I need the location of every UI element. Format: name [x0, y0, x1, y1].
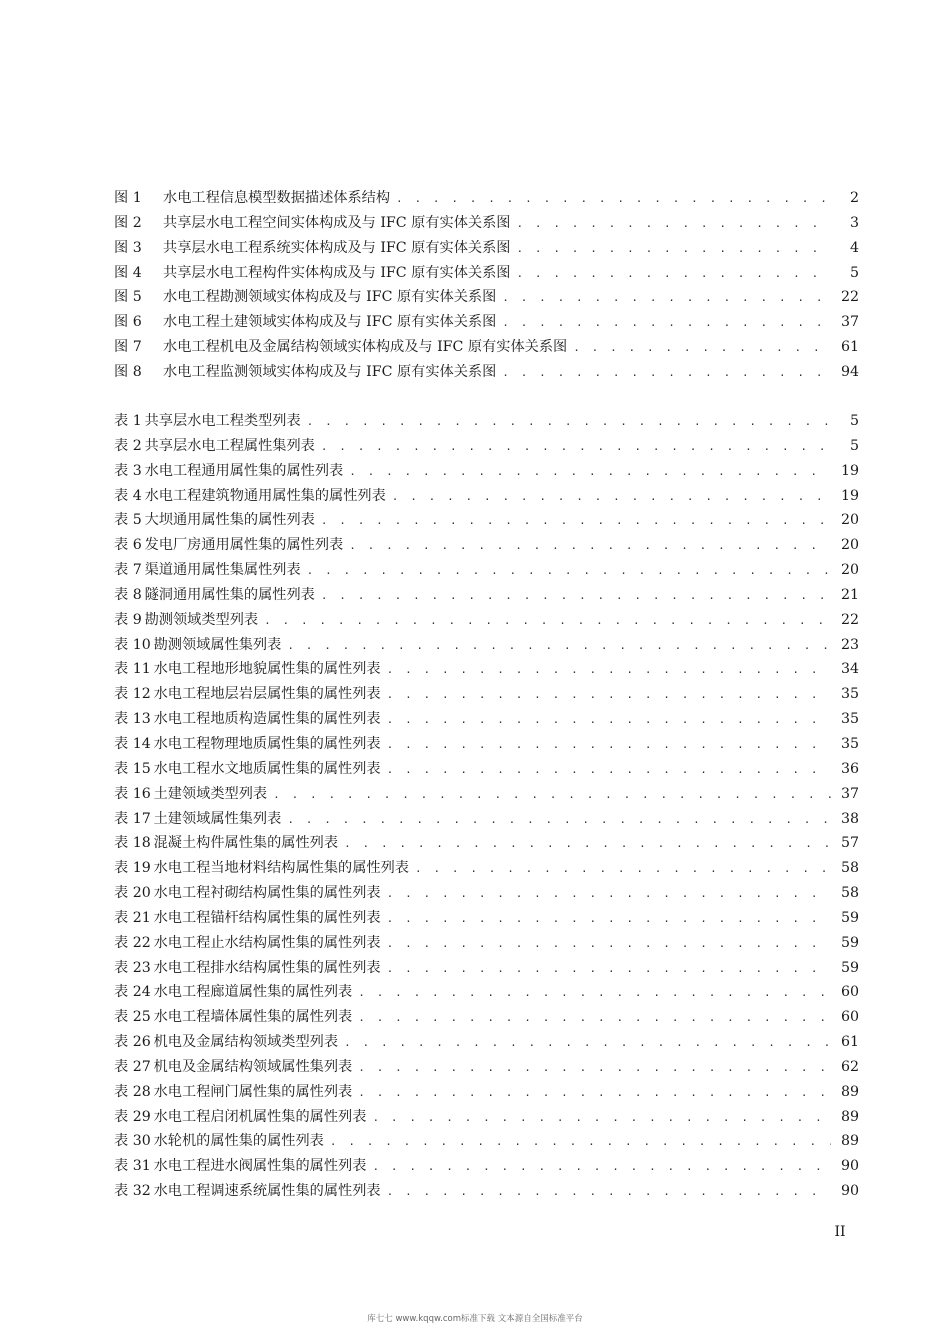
table-page: 59 [840, 934, 859, 951]
table-title: 水电工程物理地质属性集的属性列表 [153, 735, 381, 752]
figure-title: 水电工程土建领域实体构成及与 IFC 原有实体关系图 [163, 314, 497, 331]
dot-leader [307, 410, 831, 435]
dot-leader [273, 783, 831, 808]
table-title: 勘测领域类型列表 [144, 611, 259, 628]
table-title: 水电工程当地材料结构属性集的属性列表 [153, 860, 409, 877]
table-title: 土建领域类型列表 [153, 785, 268, 802]
table-page: 60 [840, 1009, 859, 1026]
table-label: 表 15 [114, 760, 151, 777]
table-title: 水电工程启闭机属性集的属性列表 [153, 1108, 367, 1125]
dot-leader [358, 981, 831, 1006]
figure-label: 图 8 [114, 363, 142, 380]
table-title: 水电工程廊道属性集的属性列表 [153, 984, 353, 1001]
dot-leader [392, 485, 831, 510]
figure-title: 水电工程监测领域实体构成及与 IFC 原有实体关系图 [163, 363, 497, 380]
table-page: 61 [840, 1034, 859, 1051]
figure-page: 37 [840, 314, 859, 331]
table-page: 35 [840, 711, 859, 728]
figure-page: 2 [849, 190, 859, 206]
table-entry[interactable] [114, 533, 859, 558]
figure-entry[interactable] [114, 285, 859, 310]
table-entry[interactable] [114, 682, 859, 707]
figure-title: 水电工程机电及金属结构领域实体构成及与 IFC 原有实体关系图 [163, 339, 568, 356]
table-label: 表 31 [114, 1158, 151, 1175]
table-title: 水电工程止水结构属性集的属性列表 [153, 934, 381, 951]
figure-title: 共享层水电工程构件实体构成及与 IFC 原有实体关系图 [163, 264, 511, 281]
dot-leader [358, 1006, 831, 1031]
table-entry[interactable] [114, 757, 859, 782]
table-label: 表 22 [114, 934, 151, 951]
table-title: 水电工程建筑物通用属性集的属性列表 [144, 487, 386, 504]
dot-leader [516, 262, 831, 287]
table-page: 37 [840, 785, 859, 802]
table-page: 23 [840, 636, 859, 653]
table-title: 共享层水电工程类型列表 [144, 413, 301, 429]
table-entry[interactable] [114, 931, 859, 956]
table-entry[interactable] [114, 732, 859, 757]
table-title: 土建领域属性集列表 [153, 810, 282, 827]
dot-leader [387, 683, 831, 708]
table-title: 水电工程地层岩层属性集的属性列表 [153, 686, 381, 703]
table-title: 渠道通用属性集属性列表 [144, 562, 301, 579]
table-entry[interactable] [114, 633, 859, 658]
table-label: 表 32 [114, 1183, 151, 1200]
dot-leader [502, 311, 831, 336]
table-page: 59 [840, 959, 859, 976]
table-title: 水轮机的属性集的属性列表 [153, 1133, 324, 1150]
table-entry[interactable] [114, 459, 859, 484]
figure-page: 94 [840, 363, 859, 380]
table-title: 水电工程地质构造属性集的属性列表 [153, 711, 381, 728]
table-page: 58 [840, 885, 859, 902]
figure-entry[interactable] [114, 335, 859, 360]
table-page: 19 [840, 462, 859, 479]
dot-leader [372, 1155, 831, 1180]
table-label: 表 11 [114, 661, 151, 678]
table-title: 水电工程水文地质属性集的属性列表 [153, 760, 381, 777]
dot-leader [396, 187, 831, 212]
table-entry[interactable] [114, 1179, 859, 1204]
table-label: 表 4 [114, 487, 142, 504]
table-entry[interactable] [114, 856, 859, 881]
table-label: 表 17 [114, 810, 151, 827]
table-title: 水电工程闸门属性集的属性列表 [153, 1083, 353, 1100]
table-label: 表 7 [114, 562, 142, 579]
table-title: 隧洞通用属性集的属性列表 [144, 586, 315, 603]
figure-label: 图 7 [114, 339, 142, 356]
table-page: 57 [840, 835, 859, 852]
table-entry[interactable] [114, 707, 859, 732]
table-entry[interactable] [114, 1129, 859, 1154]
figure-entry[interactable] [114, 360, 859, 385]
table-title: 大坝通用属性集的属性列表 [144, 512, 315, 529]
figure-label: 图 4 [114, 264, 142, 281]
table-title: 共享层水电工程属性集列表 [144, 437, 315, 454]
table-list [114, 409, 859, 1204]
table-entry[interactable] [114, 782, 859, 807]
table-entry[interactable] [114, 558, 859, 583]
table-page: 35 [840, 735, 859, 752]
table-title: 水电工程衬砌结构属性集的属性列表 [153, 885, 381, 902]
table-label: 表 12 [114, 686, 151, 703]
figure-title: 水电工程信息模型数据描述体系结构 [163, 190, 391, 206]
figure-page: 61 [840, 339, 859, 356]
dot-leader [321, 584, 831, 609]
table-label: 表 9 [114, 611, 142, 628]
table-page: 89 [840, 1108, 859, 1125]
dot-leader [387, 957, 831, 982]
table-page: 38 [840, 810, 859, 827]
table-page: 20 [840, 562, 859, 579]
table-entry[interactable] [114, 1005, 859, 1030]
table-title: 混凝土构件属性集的属性列表 [153, 835, 339, 852]
table-page: 34 [840, 661, 859, 678]
figure-entry[interactable] [114, 211, 859, 236]
table-page: 89 [840, 1083, 859, 1100]
dot-leader [358, 1081, 831, 1106]
figure-title: 水电工程勘测领域实体构成及与 IFC 原有实体关系图 [163, 289, 497, 306]
figure-page: 5 [849, 264, 859, 281]
figure-label: 图 3 [114, 239, 142, 256]
table-page: 58 [840, 860, 859, 877]
figure-page: 3 [849, 214, 859, 231]
figure-entry[interactable] [114, 236, 859, 261]
table-title: 勘测领域属性集列表 [153, 636, 282, 653]
table-title: 水电工程墙体属性集的属性列表 [153, 1009, 353, 1026]
dot-leader [287, 634, 831, 659]
table-label: 表 14 [114, 735, 151, 752]
dot-leader [287, 808, 831, 833]
dot-leader [264, 609, 831, 634]
dot-leader [387, 932, 831, 957]
dot-leader [387, 708, 831, 733]
figure-label: 图 5 [114, 289, 142, 306]
dot-leader [321, 509, 831, 534]
table-page: 60 [840, 984, 859, 1001]
table-label: 表 16 [114, 785, 151, 802]
table-entry[interactable] [114, 608, 859, 633]
dot-leader [516, 237, 831, 262]
table-label: 表 27 [114, 1058, 151, 1075]
table-label: 表 30 [114, 1133, 151, 1150]
table-page: 59 [840, 909, 859, 926]
dot-leader [387, 733, 831, 758]
table-entry[interactable] [114, 1080, 859, 1105]
dot-leader [344, 1031, 831, 1056]
table-entry[interactable] [114, 434, 859, 459]
table-entry[interactable] [114, 956, 859, 981]
dot-leader [330, 1130, 831, 1155]
table-entry[interactable] [114, 409, 859, 434]
figure-page: 22 [840, 289, 859, 306]
figure-label: 图 6 [114, 314, 142, 331]
footer-source-text: 库七七 www.kqqw.com标准下载 文本源自全国标准平台 [367, 1314, 583, 1324]
table-page: 89 [840, 1133, 859, 1150]
table-page: 20 [840, 537, 859, 554]
table-entry[interactable] [114, 807, 859, 832]
table-label: 表 28 [114, 1083, 151, 1100]
table-label: 表 5 [114, 512, 142, 529]
table-entry[interactable] [114, 1030, 859, 1055]
table-label: 表 26 [114, 1034, 151, 1051]
table-entry[interactable] [114, 1105, 859, 1130]
table-page: 35 [840, 686, 859, 703]
figure-title: 共享层水电工程空间实体构成及与 IFC 原有实体关系图 [163, 214, 511, 231]
table-entry[interactable] [114, 657, 859, 682]
table-label: 表 8 [114, 586, 142, 603]
dot-leader [349, 460, 831, 485]
figure-title: 共享层水电工程系统实体构成及与 IFC 原有实体关系图 [163, 239, 511, 256]
table-label: 表 18 [114, 835, 151, 852]
table-page: 22 [840, 611, 859, 628]
table-label: 表 10 [114, 636, 151, 653]
table-page: 5 [849, 437, 859, 454]
table-entry[interactable] [114, 980, 859, 1005]
dot-leader [516, 212, 831, 237]
table-title: 水电工程通用属性集的属性列表 [144, 462, 344, 479]
dot-leader [387, 658, 831, 683]
table-label: 表 19 [114, 860, 151, 877]
table-label: 表 13 [114, 711, 151, 728]
table-label: 表 21 [114, 909, 151, 926]
table-page: 90 [840, 1183, 859, 1200]
dot-leader [321, 435, 831, 460]
table-entry[interactable] [114, 1055, 859, 1080]
figure-list [114, 186, 859, 385]
table-label: 表 20 [114, 885, 151, 902]
table-page: 20 [840, 512, 859, 529]
table-label: 表 2 [114, 437, 142, 454]
dot-leader [502, 286, 831, 311]
dot-leader [573, 336, 831, 361]
table-title: 机电及金属结构领域类型列表 [153, 1034, 339, 1051]
table-title: 发电厂房通用属性集的属性列表 [144, 537, 344, 554]
figure-entry[interactable] [114, 310, 859, 335]
table-entry[interactable] [114, 484, 859, 509]
figure-entry[interactable] [114, 261, 859, 286]
dot-leader [372, 1106, 831, 1131]
dot-leader [387, 758, 831, 783]
dot-leader [349, 534, 831, 559]
dot-leader [415, 857, 831, 882]
table-label: 表 1 [114, 413, 142, 429]
dot-leader [358, 1056, 831, 1081]
table-entry[interactable] [114, 1154, 859, 1179]
dot-leader [387, 907, 831, 932]
table-page: 36 [840, 760, 859, 777]
table-label: 表 24 [114, 984, 151, 1001]
table-page: 5 [849, 413, 859, 429]
table-page: 90 [840, 1158, 859, 1175]
table-label: 表 23 [114, 959, 151, 976]
table-entry[interactable] [114, 831, 859, 856]
table-label: 表 3 [114, 462, 142, 479]
table-entry[interactable] [114, 906, 859, 931]
figure-page: 4 [849, 239, 859, 256]
figure-entry[interactable] [114, 186, 859, 211]
table-title: 水电工程调速系统属性集的属性列表 [153, 1183, 381, 1200]
dot-leader [387, 882, 831, 907]
table-label: 表 29 [114, 1108, 151, 1125]
table-page: 62 [840, 1058, 859, 1075]
dot-leader [387, 1180, 831, 1205]
table-label: 表 6 [114, 537, 142, 554]
page-number: II [834, 1224, 846, 1240]
dot-leader [502, 361, 831, 386]
dot-leader [344, 832, 831, 857]
table-entry[interactable] [114, 881, 859, 906]
table-title: 水电工程锚杆结构属性集的属性列表 [153, 909, 381, 926]
table-page: 19 [840, 487, 859, 504]
table-title: 水电工程进水阀属性集的属性列表 [153, 1158, 367, 1175]
figure-label: 图 1 [114, 190, 142, 206]
table-page: 21 [840, 586, 859, 603]
table-label: 表 25 [114, 1009, 151, 1026]
table-entry[interactable] [114, 583, 859, 608]
table-title: 机电及金属结构领域属性集列表 [153, 1058, 353, 1075]
figure-label: 图 2 [114, 214, 142, 231]
table-title: 水电工程排水结构属性集的属性列表 [153, 959, 381, 976]
table-entry[interactable] [114, 508, 859, 533]
table-title: 水电工程地形地貌属性集的属性列表 [153, 661, 381, 678]
dot-leader [307, 559, 831, 584]
